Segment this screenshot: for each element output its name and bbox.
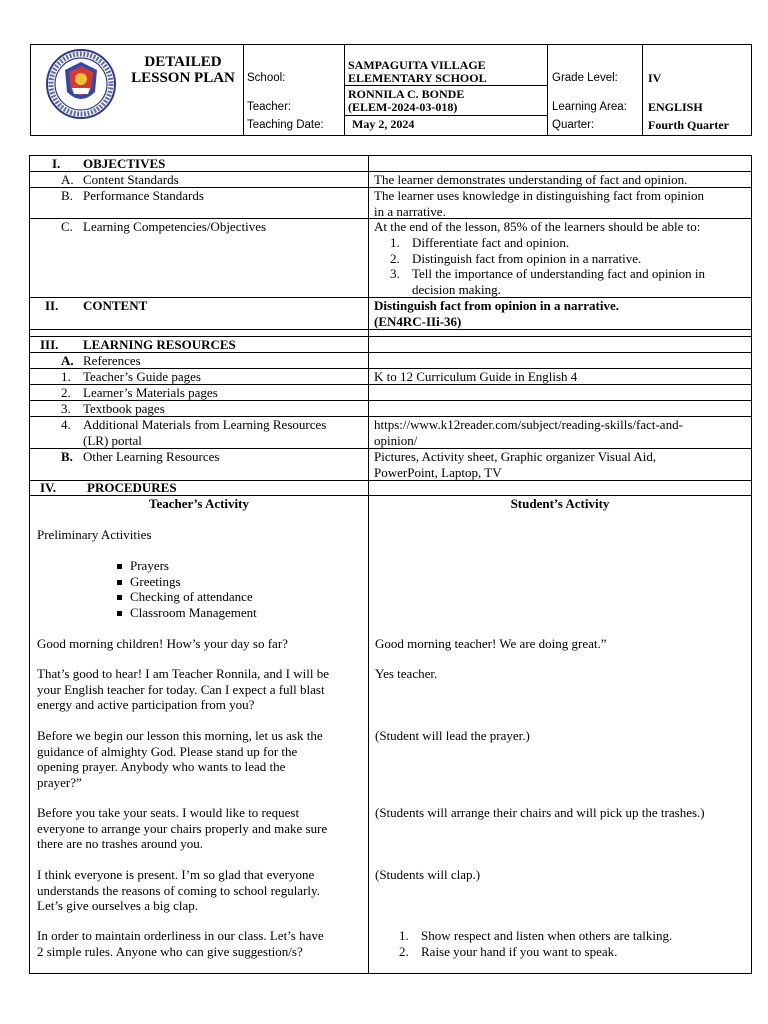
lesson-plan-header	[30, 44, 752, 136]
list-item: 1. Show respect and listen when others are talking.	[399, 928, 673, 943]
title-line-2: LESSON PLAN	[131, 70, 235, 86]
grade-level-label: Grade Level:	[552, 72, 618, 84]
list-item: 2. Distinguish fact from opinion in a narrative.	[390, 250, 642, 266]
procedures-num: IV.	[40, 480, 57, 495]
teacher-line-5: I think everyone is present. I’m so glad that everyone understands the reasons of coming to school regularly. Let’s give ourselves a big clap.	[37, 867, 320, 913]
teachers-guide-value: K to 12 Curriculum Guide in English 4	[374, 369, 578, 384]
deped-seal-logo	[45, 48, 117, 120]
teacher-value: RONNILA C. BONDE (ELEM-2024-03-018)	[348, 87, 465, 114]
competencies-list	[374, 235, 705, 297]
competencies-letter: C.	[61, 219, 73, 234]
resources-num: III.	[40, 337, 59, 352]
preliminary-activities: Preliminary Activities	[37, 527, 152, 542]
performance-standards-label: Performance Standards	[83, 188, 204, 203]
teachers-guide-label: Teacher’s Guide pages	[83, 369, 201, 384]
references-letter: A.	[61, 353, 74, 368]
competencies-label: Learning Competencies/Objectives	[83, 219, 267, 234]
student-line-1: Good morning teacher! We are doing great.”	[375, 636, 607, 651]
content-value: Distinguish fact from opinion in a narrative. (EN4RC-IIi-36)	[374, 298, 619, 329]
competencies-intro: At the end of the lesson, 85% of the learners should be able to:	[374, 219, 701, 234]
quarter-value: Fourth Quarter	[648, 118, 729, 132]
student-activity-header: Student’s Activity	[510, 496, 610, 511]
additional-materials-num: 4.	[61, 417, 71, 432]
list-item: Classroom Management	[117, 605, 257, 621]
textbook-num: 3.	[61, 401, 71, 416]
teacher-line-6: In order to maintain orderliness in our class. Let’s have 2 simple rules. Anyone who can give suggestion/s?	[37, 928, 324, 959]
learning-area-value: ENGLISH	[648, 100, 703, 114]
references-label: References	[83, 353, 141, 368]
teaching-date-value: May 2, 2024	[352, 117, 415, 131]
student-line-4: (Students will arrange their chairs and will pick up the trashes.)	[375, 805, 705, 820]
preliminary-list	[117, 558, 257, 620]
content-standards-value: The learner demonstrates understanding of fact and opinion.	[374, 172, 688, 187]
student-line-3: (Student will lead the prayer.)	[375, 728, 530, 743]
other-resources-value: Pictures, Activity sheet, Graphic organizer Visual Aid, PowerPoint, Laptop, TV	[374, 449, 657, 480]
list-item: Checking of attendance	[117, 589, 257, 605]
list-item: Greetings	[117, 574, 257, 590]
procedures-title: PROCEDURES	[87, 480, 177, 495]
teacher-activity-header: Teacher’s Activity	[148, 496, 249, 511]
classroom-rules-list	[378, 928, 672, 959]
list-item: 3. Tell the importance of understanding fact and opinion in decision making.	[390, 266, 705, 297]
learners-materials-label: Learner’s Materials pages	[83, 385, 218, 400]
list-item: 1. Differentiate fact and opinion.	[390, 235, 570, 250]
learners-materials-num: 2.	[61, 385, 71, 400]
school-value: SAMPAGUITA VILLAGE ELEMENTARY SCHOOL	[348, 58, 487, 85]
resources-title: LEARNING RESOURCES	[83, 337, 236, 352]
title-line-1: DETAILED	[144, 54, 222, 70]
list-item: Prayers	[117, 558, 257, 574]
school-label: School:	[247, 72, 286, 84]
grade-level-value: IV	[648, 71, 662, 85]
teachers-guide-num: 1.	[61, 369, 71, 384]
additional-materials-link[interactable]: https://www.k12reader.com/subject/reading-skills/fact-and- opinion/	[374, 417, 683, 448]
quarter-label: Quarter:	[552, 119, 595, 131]
student-line-2: Yes teacher.	[375, 666, 438, 681]
list-item: 2. Raise your hand if you want to speak.	[399, 943, 618, 959]
textbook-label: Textbook pages	[83, 401, 165, 416]
content-title: CONTENT	[83, 298, 148, 313]
teacher-line-4: Before you take your seats. I would like to request everyone to arrange your chairs properly and make sure there are no trashes around you.	[37, 805, 328, 851]
objectives-num: I.	[52, 156, 61, 171]
content-standards-label: Content Standards	[83, 172, 179, 187]
content-num: II.	[45, 298, 59, 313]
teaching-date-label: Teaching Date:	[247, 119, 324, 131]
other-resources-label: Other Learning Resources	[83, 449, 220, 464]
objectives-title: OBJECTIVES	[83, 156, 166, 171]
additional-materials-label: Additional Materials from Learning Resources (LR) portal	[83, 417, 327, 448]
performance-standards-value: The learner uses knowledge in distinguishing fact from opinion in a narrative.	[374, 188, 704, 219]
learning-area-label: Learning Area:	[552, 101, 627, 113]
document-title	[127, 54, 239, 86]
lesson-plan-table	[29, 155, 752, 974]
performance-standards-letter: B.	[61, 188, 73, 203]
teacher-label: Teacher:	[247, 101, 292, 113]
student-line-5: (Students will clap.)	[375, 867, 481, 882]
teacher-line-3: Before we begin our lesson this morning, let us ask the guidance of almighty God. Please stand up for the opening prayer. Anybody who wants to lead the prayer?”	[37, 728, 323, 790]
teacher-line-2: That’s good to hear! I am Teacher Ronnila, and I will be your English teacher for today. Can I expect a full blast energy and active participation from you?	[37, 666, 329, 712]
content-standards-letter: A.	[61, 172, 74, 187]
teacher-line-1: Good morning children! How’s your day so far?	[37, 636, 288, 651]
other-resources-letter: B.	[61, 449, 73, 464]
